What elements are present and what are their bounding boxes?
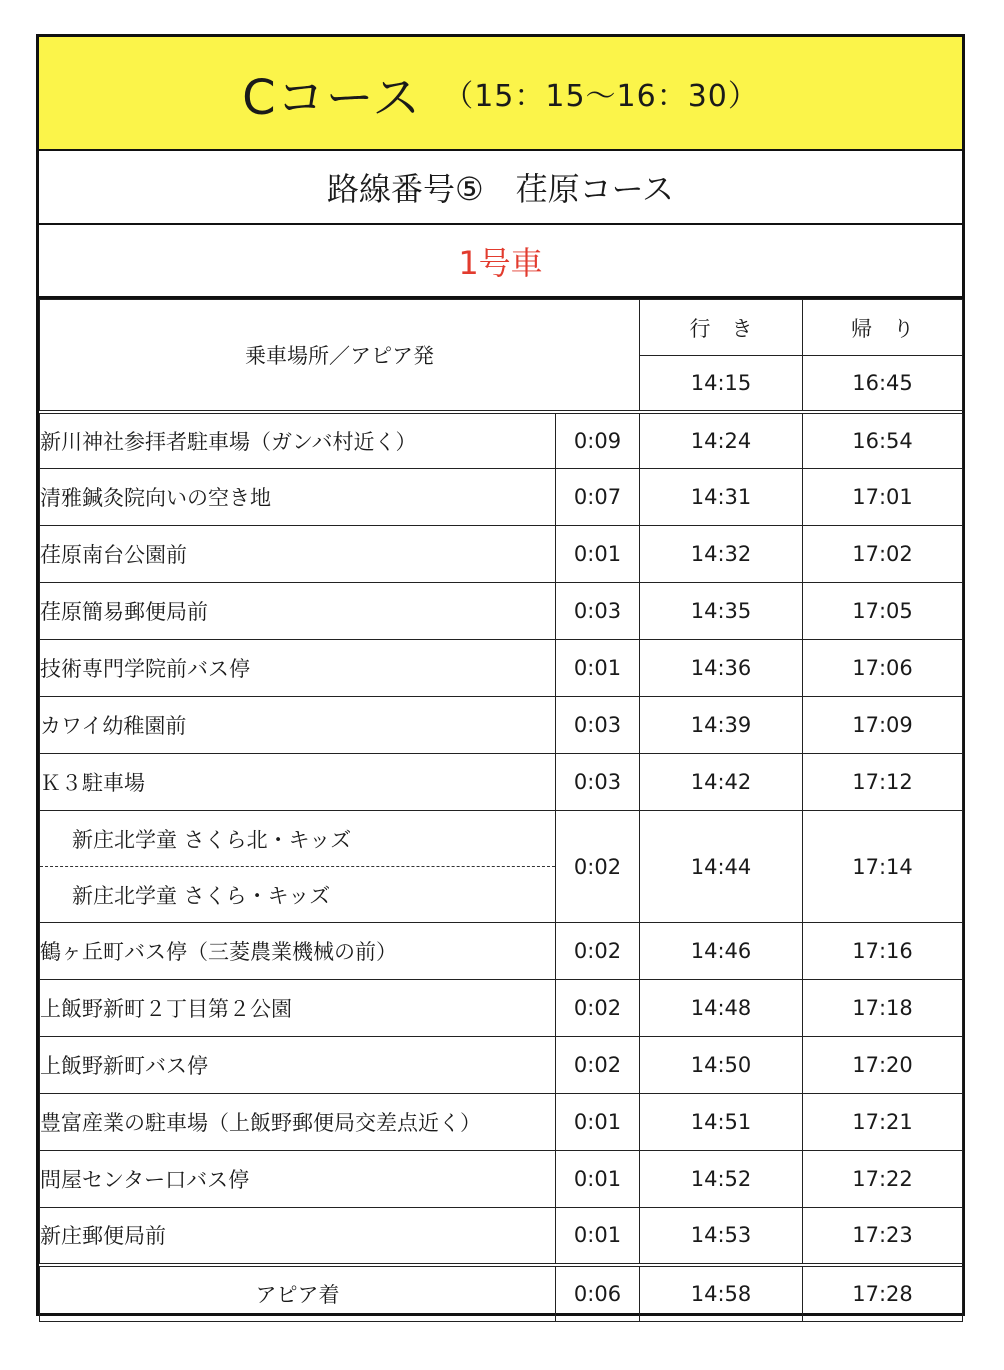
table-row xyxy=(40,1208,963,1265)
return-time: 17:21 xyxy=(803,1094,963,1151)
outbound-time: 14:53 xyxy=(640,1208,803,1265)
return-time: 17:12 xyxy=(803,754,963,811)
table-row xyxy=(40,469,963,526)
header-row xyxy=(40,300,963,356)
outbound-header: 行 き xyxy=(640,300,803,356)
outbound-time: 14:24 xyxy=(640,412,803,469)
outbound-time: 14:58 xyxy=(640,1265,803,1322)
interval: 0:09 xyxy=(556,412,640,469)
table-row xyxy=(40,583,963,640)
course-title: Cコース xyxy=(242,69,422,126)
table-row xyxy=(40,980,963,1037)
car-number: 1号車 xyxy=(39,225,962,299)
stop-name-pair xyxy=(40,811,556,923)
stop-name: 荏原簡易郵便局前 xyxy=(40,583,556,640)
stop-name: 鶴ヶ丘町バス停（三菱農業機械の前） xyxy=(40,923,556,980)
route-title: 路線番号⑤ 荏原コース xyxy=(39,151,962,225)
interval: 0:01 xyxy=(556,526,640,583)
interval: 0:03 xyxy=(556,754,640,811)
interval: 0:07 xyxy=(556,469,640,526)
interval: 0:06 xyxy=(556,1265,640,1322)
course-time-range: （15：15〜16：30） xyxy=(443,79,759,114)
outbound-time: 14:44 xyxy=(640,811,803,923)
stop-name: 上飯野新町バス停 xyxy=(40,1037,556,1094)
interval: 0:03 xyxy=(556,697,640,754)
interval: 0:03 xyxy=(556,583,640,640)
stop-name: カワイ幼稚園前 xyxy=(40,697,556,754)
interval: 0:01 xyxy=(556,1094,640,1151)
stop-name: 新庄郵便局前 xyxy=(40,1208,556,1265)
return-time: 17:02 xyxy=(803,526,963,583)
outbound-time: 14:42 xyxy=(640,754,803,811)
stop-name: 荏原南台公園前 xyxy=(40,526,556,583)
outbound-time: 14:46 xyxy=(640,923,803,980)
return-time: 17:05 xyxy=(803,583,963,640)
interval: 0:02 xyxy=(556,811,640,923)
table-row xyxy=(40,1094,963,1151)
stop-name: 新庄北学童 さくら北・キッズ xyxy=(40,811,555,867)
interval: 0:02 xyxy=(556,923,640,980)
return-time: 17:01 xyxy=(803,469,963,526)
outbound-time: 14:35 xyxy=(640,583,803,640)
interval: 0:02 xyxy=(556,980,640,1037)
return-time: 17:14 xyxy=(803,811,963,923)
course-title-banner xyxy=(39,37,962,151)
return-time: 17:23 xyxy=(803,1208,963,1265)
stop-name: Ｋ３駐車場 xyxy=(40,754,556,811)
stop-name: 技術専門学院前バス停 xyxy=(40,640,556,697)
return-time: 17:16 xyxy=(803,923,963,980)
stop-name: 新川神社参拝者駐車場（ガンバ村近く） xyxy=(40,412,556,469)
return-time: 17:20 xyxy=(803,1037,963,1094)
table-row xyxy=(40,697,963,754)
outbound-time: 14:50 xyxy=(640,1037,803,1094)
return-start-time: 16:45 xyxy=(803,356,963,412)
outbound-time: 14:51 xyxy=(640,1094,803,1151)
table-row xyxy=(40,412,963,469)
table-row-double xyxy=(40,811,963,923)
stop-name: 上飯野新町２丁目第２公園 xyxy=(40,980,556,1037)
arrival-row xyxy=(40,1265,963,1322)
table-row xyxy=(40,1151,963,1208)
outbound-time: 14:36 xyxy=(640,640,803,697)
stop-name: 豊富産業の駐車場（上飯野郵便局交差点近く） xyxy=(40,1094,556,1151)
table-row xyxy=(40,754,963,811)
outbound-time: 14:48 xyxy=(640,980,803,1037)
timetable-sheet xyxy=(36,34,965,1316)
return-time: 17:18 xyxy=(803,980,963,1037)
return-time: 17:22 xyxy=(803,1151,963,1208)
stop-name: 問屋センター口バス停 xyxy=(40,1151,556,1208)
stop-name: 清雅鍼灸院向いの空き地 xyxy=(40,469,556,526)
table-row xyxy=(40,640,963,697)
return-time: 17:09 xyxy=(803,697,963,754)
return-time: 16:54 xyxy=(803,412,963,469)
return-time: 17:28 xyxy=(803,1265,963,1322)
table-row xyxy=(40,526,963,583)
timetable xyxy=(39,299,963,1322)
outbound-time: 14:52 xyxy=(640,1151,803,1208)
outbound-start-time: 14:15 xyxy=(640,356,803,412)
arrival-name: アピア着 xyxy=(40,1265,556,1322)
stop-name: 新庄北学童 さくら・キッズ xyxy=(72,883,331,908)
return-header: 帰 り xyxy=(803,300,963,356)
interval: 0:02 xyxy=(556,1037,640,1094)
interval: 0:01 xyxy=(556,640,640,697)
table-row xyxy=(40,1037,963,1094)
place-header: 乗車場所／アピア発 xyxy=(40,300,640,412)
interval: 0:01 xyxy=(556,1208,640,1265)
outbound-time: 14:32 xyxy=(640,526,803,583)
outbound-time: 14:39 xyxy=(640,697,803,754)
interval: 0:01 xyxy=(556,1151,640,1208)
outbound-time: 14:31 xyxy=(640,469,803,526)
table-row xyxy=(40,923,963,980)
return-time: 17:06 xyxy=(803,640,963,697)
